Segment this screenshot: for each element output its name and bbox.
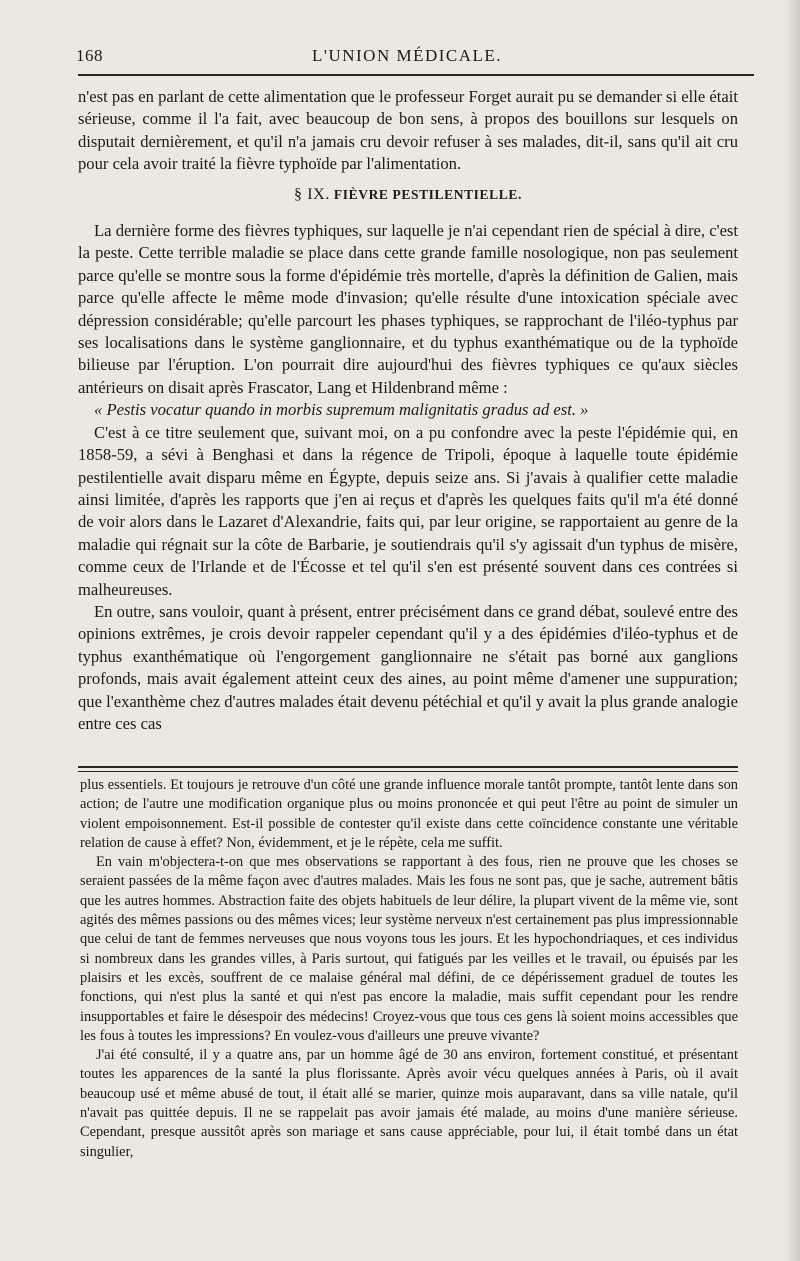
latin-quote: « Pestis vocatur quando in morbis supremum malignitatis gradus ad est. » bbox=[94, 400, 589, 420]
footnote-paragraph-3: J'ai été consulté, il y a quatre ans, par un homme âgé de 30 ans environ, fortement constitué, et présentant toutes les apparences de la santé la plus florissante. Après avoir vécu quelques années à Paris, où il avait beaucoup usé et même abusé de tout, il était allé se marier, quinze mois auparavant, dans sa ville natale, qu'il n'avait pas quittée depuis. Il ne se rappelait pas avoir jamais été malade, au moins d'une manière sérieuse. Cependant, presque aussitôt après son mariage et sans cause appréciable, pour lui, il était tombé dans un état singulier, bbox=[80, 1047, 738, 1160]
page-header bbox=[76, 44, 756, 74]
page-edge-shadow bbox=[786, 0, 800, 1261]
header-rule bbox=[78, 74, 754, 76]
section-heading bbox=[78, 184, 738, 206]
footnote-rule bbox=[78, 766, 738, 772]
paragraph-en-outre: En outre, sans vouloir, quant à présent, entrer précisément dans ce grand débat, soulevé entre des opinions extrêmes, je crois devoir rappeler cependant qu'il y a des épidémies d'iléo-typhus et de typhus exanthématique où l'engorgement ganglionnaire ne s'était pas borné aux ganglions profonds, mais avait également atteint ceux des aines, au point même d'amener une suppuration; que l'exanthème chez d'autres malades était devenu pétéchial et qu'il y avait la plus grande analogie entre ces cas bbox=[78, 601, 738, 733]
main-text bbox=[78, 86, 738, 735]
section-number: § IX. bbox=[294, 185, 330, 203]
footnote-text bbox=[80, 776, 738, 1162]
footnote-paragraph-1: plus essentiels. Et toujours je retrouve d'un côté une grande influence morale tantôt prompte, tantôt lente dans son action; de l'autre une modification organique plus ou moins prononcée et qui peut l'être au point de simuler un violent empoisonnement. Est-il possible de contester qu'il existe dans cette coïncidence constante une véritable relation de cause à effet? Non, évidemment, et je le répète, cela me suffit. bbox=[80, 777, 738, 851]
paragraph-benghasi: C'est à ce titre seulement que, suivant moi, on a pu confondre avec la peste l'épidémie qui, en 1858-59, a sévi à Benghasi et dans la régence de Tripoli, époque à laquelle toute épidémie pestilentielle avait disparu même en Égypte, depuis seize ans. Si j'avais à qualifier cette maladie ainsi limitée, d'après les rapports que j'en ai reçus et d'après les quelques faits qu'il m'a été donné de voir alors dans le Lazaret d'Alexandrie, faits qui, par leur origine, se rapportaient au genre de la maladie qui régnait sur la côte de Barbarie, je soutiendrais qu'il s'y agissait d'un typhus de misère, comme ceux de l'Irlande et de l'Écosse et tel qu'il s'en est présenté souvent dans ces contrées si malheureuses. bbox=[78, 422, 738, 599]
page-number: 168 bbox=[76, 46, 103, 65]
paragraph-peste: La dernière forme des fièvres typhiques, sur laquelle je n'ai cependant rien de spécial à dire, c'est la peste. Cette terrible maladie se place dans cette grande famille nosologique, non pas seulement parce qu'elle se montre sous la forme d'épidémie très mortelle, d'après la définition de Galien, mais parce qu'elle affecte le même mode d'invasion; qu'elle résulte d'une intoxication spéciale avec dépression considérable; qu'elle parcourt les phases typhiques, se rapprochant de l'iléo-typhus par ses localisations dans le système ganglionnaire, et du typhus exanthématique ou de la typhoïde bilieuse par l'éruption. L'on pourrait dire aujourd'hui des fièvres typhiques ce qu'aux siècles antérieurs on disait après Frascator, Lang et Hildenbrand même : bbox=[78, 221, 738, 397]
footnote-paragraph-2: En vain m'objectera-t-on que mes observations se rapportant à des fous, rien ne prouve que les choses se seraient passées de la même façon avec d'autres malades. Mais les fous ne sont pas, que je sache, autrement bâtis que les autres hommes. Abstraction faite des objets habituels de leur délire, la plupart vivent de la même vie, sont agités des mêmes passions ou des mêmes vices; leur système nerveux n'est certainement pas plus impressionnable que celui de tant de femmes nerveuses que nous voyons tous les jours. Et les hypochondriaques, et ces individus si nombreux dans les grandes villes, à Paris surtout, qui fatigués par les veilles et le travail, ou épuisés par les plaisirs et les excès, souffrent de ce malaise général mal défini, de ce dépérissement graduel de toutes les fonctions, qui n'est plus la santé et qui n'est pas encore la maladie, mais suffit cependant pour les rendre insupportables et faire le désespoir des médecins! Croyez-vous que tous ces gens là soient moins accessibles que les fous à toutes les impressions? En voulez-vous d'ailleurs une preuve vivante? bbox=[80, 854, 738, 1044]
paragraph-alimentation: n'est pas en parlant de cette alimentation que le professeur Forget aurait pu se demander si elle était sérieuse, comme il l'a fait, avec beaucoup de bon sens, à propos des bouillons sur lesquels on disputait dernièrement, et qu'il n'a jamais cru devoir refuser à ses malades, dit-il, sans qu'il ait cru pour cela avoir traité la fièvre typhoïde par l'alimentation. bbox=[78, 87, 738, 174]
running-title: L'UNION MÉDICALE. bbox=[312, 46, 503, 65]
section-title: FIÈVRE PESTILENTIELLE. bbox=[333, 186, 522, 202]
